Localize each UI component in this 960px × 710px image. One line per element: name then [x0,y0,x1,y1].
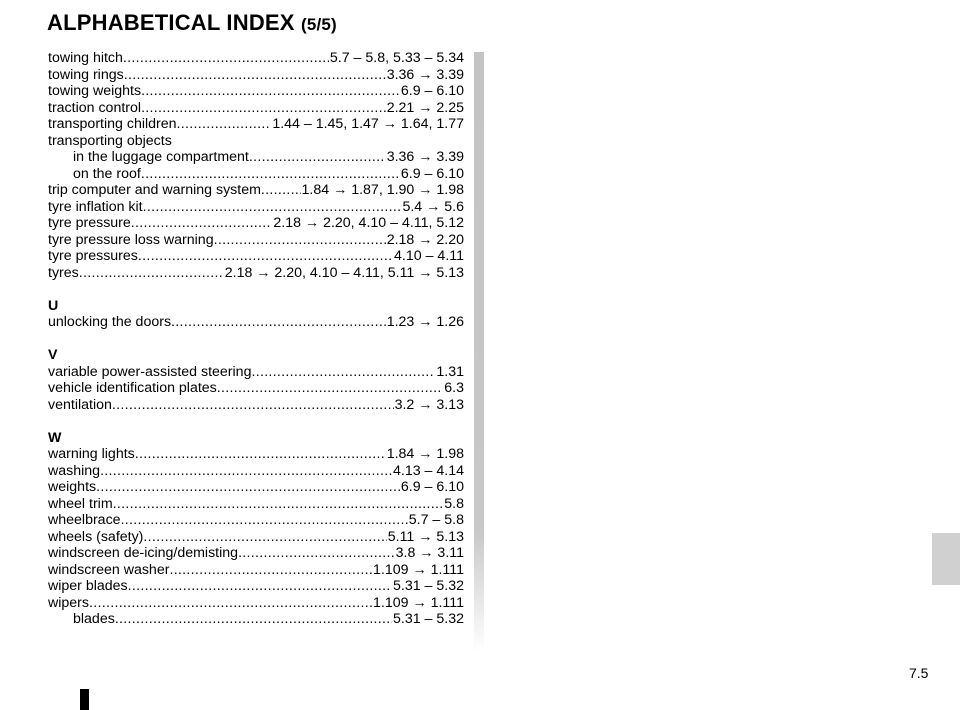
dot-leader [138,248,393,265]
page-reference: 1.109 → 1.111 [373,594,464,611]
index-term: tyre pressures [48,248,138,264]
index-entry [48,463,464,480]
dot-leader [100,463,392,480]
dot-leader [249,149,386,166]
page-reference: 6.9 – 6.10 [400,479,464,495]
page-reference: 4.13 – 4.14 [393,462,464,479]
index-entry [48,611,464,628]
index-entry [48,562,464,579]
index-term: wheel trim [48,495,113,512]
page-reference: 5.11 → 5.13 [387,528,464,545]
page-title [47,10,337,36]
index-term: tyres [48,264,79,281]
index-term: tyre inflation kit [48,198,143,215]
index-term: unlocking the doors [48,314,172,330]
index-term: towing hitch [48,50,123,66]
page-reference: 1.109 → 1.111 [373,561,464,578]
page-reference: 2.18 → 2.20, 4.10 – 4.11, 5.11 → 5.13 [224,264,464,281]
index-entry [48,199,464,216]
index-term: blades [73,611,115,627]
page-number: 7.5 [909,665,929,681]
page-reference: 3.36 → 3.39 [386,66,464,83]
page-title-part: (5/5) [300,15,337,34]
index-term: traction control [48,99,142,116]
index-term: wheelbrace [48,512,121,528]
dot-leader [113,496,444,513]
index-entry [48,133,464,150]
page-reference: 2.18 → 2.20, 4.10 – 4.11, 5.12 [273,215,464,231]
dot-leader [251,364,435,381]
page-reference: 6.3 [444,380,464,396]
index-entry [48,100,464,117]
section-heading: V [48,347,58,363]
section-gap [48,413,464,430]
index-entry [48,364,464,381]
index-term: wiper blades [48,578,128,594]
page-reference: 1.23 → 1.26 [386,314,464,330]
index-term: tyre pressure loss warning [48,231,214,248]
page-title-text: ALPHABETICAL INDEX [47,10,295,35]
index-entry [48,116,464,133]
page-reference: 6.9 – 6.10 [400,83,464,99]
dot-leader [131,215,273,232]
page-reference: 4.10 – 4.11 [394,248,464,264]
index-term: trip computer and warning system [48,182,261,198]
page-reference: 5.4 → 5.6 [402,198,464,215]
index-entry [48,248,464,265]
dot-leader [79,265,224,282]
alphabetical-index [48,50,464,628]
index-entry [48,83,464,100]
page-reference: 6.9 – 6.10 [400,165,464,182]
index-term: towing rings [48,66,124,83]
page-reference: 1.84 → 1.98 [386,446,464,462]
dot-leader [141,100,386,117]
index-term: vehicle identification plates [48,380,217,396]
dot-leader [112,397,394,414]
page-reference: 3.36 → 3.39 [386,149,464,165]
page-reference: 1.84 → 1.87, 1.90 → 1.98 [301,182,464,198]
index-term: wipers [48,594,89,611]
index-term: wheels (safety) [48,528,144,545]
corner-mark [80,689,89,710]
page-reference: 2.18 → 2.20 [386,231,464,248]
chapter-tab [932,533,960,585]
index-entry [48,67,464,84]
index-entry [48,265,464,282]
page-reference: 1.31 [436,363,464,380]
index-entry [48,166,464,183]
dot-leader [128,578,392,595]
index-term: transporting children [48,116,177,132]
dot-leader [89,595,372,612]
page-reference: 1.44 – 1.45, 1.47 → 1.64, 1.77 [272,116,464,132]
page-reference: 3.8 → 3.11 [395,545,464,561]
index-entry [48,512,464,529]
index-entry [48,479,464,496]
dot-leader [171,314,386,331]
index-entry [48,232,464,249]
page-reference: 3.2 → 3.13 [394,396,464,413]
dot-leader [115,611,392,628]
gutter-bar [474,52,484,652]
index-term: washing [48,462,101,479]
index-term: variable power-assisted steering [48,363,252,380]
dot-leader [141,83,400,100]
index-entry [48,446,464,463]
index-term: tyre pressure [48,215,131,231]
dot-leader [141,166,400,183]
page-reference: 5.31 – 5.32 [393,611,464,627]
index-entry [48,215,464,232]
dot-leader [177,116,272,133]
index-entry [48,578,464,595]
index-term: windscreen de-icing/demisting [48,545,239,561]
index-term: on the roof [73,165,141,182]
dot-leader [169,562,372,579]
index-entry [48,496,464,513]
dot-leader [217,380,443,397]
index-term: transporting objects [48,132,172,149]
index-entry [48,545,464,562]
index-term: weights [48,479,97,495]
index-entry [48,50,464,67]
index-entry [48,380,464,397]
index-term: warning lights [48,446,135,462]
dot-leader [123,50,329,67]
index-entry [48,182,464,199]
page-reference: 5.7 – 5.8 [408,512,464,528]
index-entry [48,149,464,166]
page-reference: 5.7 – 5.8, 5.33 – 5.34 [329,50,464,66]
dot-leader [214,232,386,249]
section-heading: W [48,429,62,446]
dot-leader [143,199,402,216]
dot-leader [238,545,395,562]
page-reference: 5.31 – 5.32 [393,578,464,594]
dot-leader [261,182,301,199]
dot-leader [135,446,386,463]
index-entry [48,595,464,612]
page-reference: 5.8 [444,495,464,512]
dot-leader [143,529,386,546]
page-reference: 2.21 → 2.25 [386,99,464,116]
dot-leader [96,479,400,496]
index-entry [48,529,464,546]
index-entry [48,397,464,414]
dot-leader [124,67,386,84]
section-heading: U [48,297,59,314]
section-gap [48,331,464,348]
index-term: towing weights [48,83,142,99]
section-gap [48,281,464,298]
dot-leader [121,512,408,529]
index-term: windscreen washer [48,561,170,578]
index-entry [48,314,464,331]
index-term: ventilation [48,396,112,413]
index-term: in the luggage compartment [73,149,249,165]
